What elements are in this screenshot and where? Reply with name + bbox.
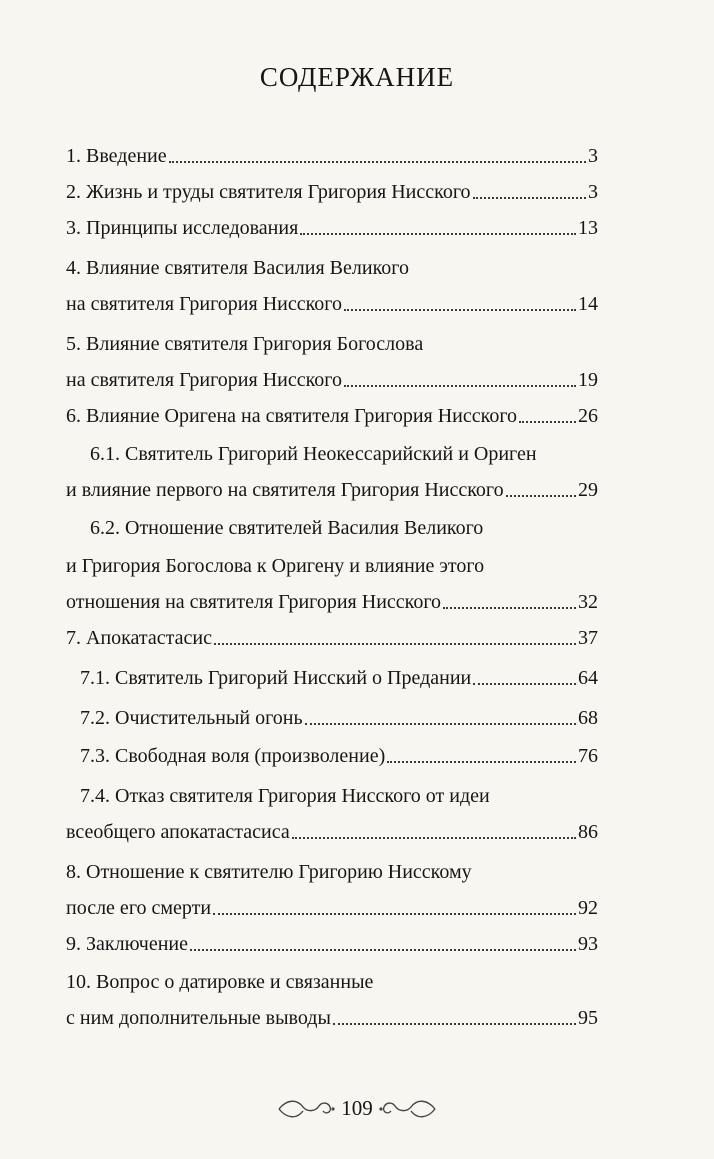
left-ornament-icon — [277, 1097, 335, 1121]
toc-entry-7-2[interactable] — [66, 704, 598, 732]
dot-leader — [519, 421, 576, 423]
toc-entry-title: 7.3. Свободная воля (произволение) — [80, 745, 386, 767]
toc-entry-page: 92 — [578, 897, 598, 919]
toc-entry-page: 95 — [578, 1007, 598, 1029]
toc-entry-6-2-line-1[interactable]: 6.2. Отношение святителей Василия Великого — [90, 517, 484, 539]
toc-entry-page: 29 — [578, 479, 598, 501]
toc-entry-title: 6. Влияние Оригена на святителя Григория Нисского — [66, 405, 518, 427]
toc-entry-title: отношения на святителя Григория Нисского — [66, 591, 442, 613]
page-footer — [0, 1096, 714, 1121]
dot-leader — [214, 643, 576, 645]
toc-entry-6[interactable] — [66, 402, 598, 430]
dot-leader — [292, 837, 576, 839]
toc-entry-page: 3 — [588, 145, 598, 167]
toc-entry-2[interactable] — [66, 178, 598, 206]
toc-entry-5-line-1[interactable]: 5. Влияние святителя Григория Богослова — [66, 333, 424, 355]
toc-entry-title: на святителя Григория Нисского — [66, 293, 342, 315]
toc-entry-page: 26 — [578, 405, 598, 427]
toc-entry-3[interactable] — [66, 214, 598, 242]
toc-entry-title: 7. Апокатастасис — [66, 627, 212, 649]
toc-entry-title: и влияние первого на святителя Григория Нисского — [66, 479, 504, 501]
right-ornament-icon — [379, 1097, 437, 1121]
toc-entry-10[interactable] — [66, 1004, 598, 1032]
page-title: СОДЕРЖАНИЕ — [259, 62, 455, 92]
toc-entry-page: 76 — [578, 745, 598, 767]
toc-entry-page: 68 — [578, 707, 598, 729]
dot-leader — [300, 233, 576, 235]
toc-entry-7[interactable] — [66, 624, 598, 652]
toc-entry-page: 3 — [588, 181, 598, 203]
dot-leader — [344, 385, 576, 387]
toc-entry-6-1-line-1[interactable]: 6.1. Святитель Григорий Неокессарийский и Ориген — [90, 443, 537, 465]
page-number: 109 — [341, 1096, 373, 1120]
toc-entry-7-3[interactable] — [66, 742, 598, 770]
toc-entry-title: 1. Введение — [66, 145, 167, 167]
dot-leader — [443, 607, 576, 609]
toc-entry-1[interactable] — [66, 142, 598, 170]
toc-entry-title: 7.1. Святитель Григорий Нисский о Предании — [80, 667, 472, 689]
toc-entry-title: с ним дополнительные выводы — [66, 1007, 331, 1029]
toc-entry-page: 13 — [578, 217, 598, 239]
toc-entry-title: всеобщего апокатастасиса — [66, 821, 290, 843]
toc-entry-page: 19 — [578, 369, 598, 391]
toc-entry-page: 32 — [578, 591, 598, 613]
dot-leader — [213, 913, 576, 915]
toc-entry-title: 7.2. Очистительный огонь — [80, 707, 303, 729]
toc-entry-8-line-1[interactable]: 8. Отношение к святителю Григорию Нисскому — [66, 861, 472, 883]
toc-entry-9[interactable] — [66, 930, 598, 958]
toc-entry-6-1[interactable] — [66, 476, 598, 504]
toc-entry-title: 2. Жизнь и труды святителя Григория Нисского — [66, 181, 471, 203]
toc-entry-page: 93 — [578, 933, 598, 955]
toc-entry-page: 86 — [578, 821, 598, 843]
dot-leader — [506, 495, 576, 497]
toc-entry-7-4[interactable] — [66, 818, 598, 846]
toc-entry-8[interactable] — [66, 894, 598, 922]
toc-entry-6-2[interactable] — [66, 588, 598, 616]
toc-entry-page: 14 — [578, 293, 598, 315]
dot-leader — [305, 723, 576, 725]
toc-entry-4-line-1[interactable]: 4. Влияние святителя Василия Великого — [66, 257, 409, 279]
toc-entry-title: после его смерти — [66, 897, 212, 919]
toc-entry-page: 37 — [578, 627, 598, 649]
dot-leader — [169, 161, 586, 163]
toc-entry-7-1[interactable] — [66, 664, 598, 692]
dot-leader — [333, 1023, 576, 1025]
dot-leader — [387, 761, 576, 763]
toc-entry-6-2-line-2[interactable]: и Григория Богослова к Оригену и влияние этого — [66, 555, 485, 577]
dot-leader — [473, 683, 576, 685]
dot-leader — [190, 949, 576, 951]
dot-leader — [344, 309, 576, 311]
dot-leader — [473, 197, 586, 199]
toc-entry-page: 64 — [578, 667, 598, 689]
toc-entry-title: на святителя Григория Нисского — [66, 369, 342, 391]
toc-entry-title: 9. Заключение — [66, 933, 188, 955]
toc-entry-7-4-line-1[interactable]: 7.4. Отказ святителя Григория Нисского от идеи — [80, 785, 490, 807]
toc-entry-4[interactable] — [66, 290, 598, 318]
toc-entry-5[interactable] — [66, 366, 598, 394]
toc-entry-title: 3. Принципы исследования — [66, 217, 299, 239]
toc-entry-10-line-1[interactable]: 10. Вопрос о датировке и связанные — [66, 971, 374, 993]
